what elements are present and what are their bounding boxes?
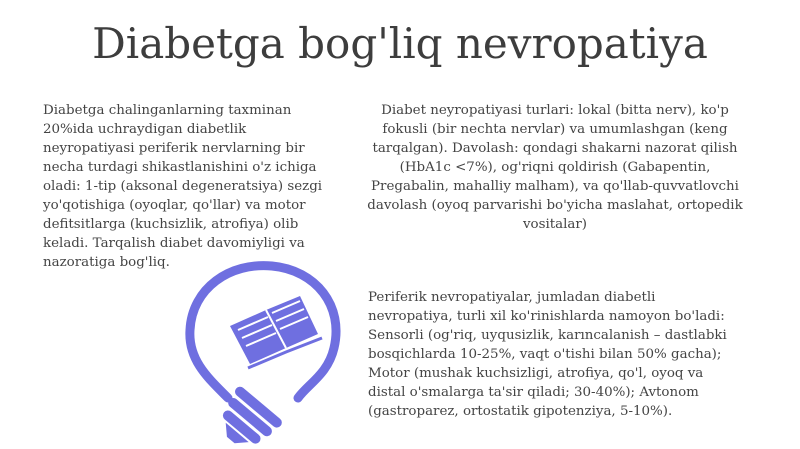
text-block-left: Diabetga chalinganlarning taxminan 20%ida uchraydigan diabetlik neyropatiyasi periferik nervlarning bir necha turdagi shikastlanishini o'z ichiga oladi: 1-tip (aksonal degeneratsiya) sezgi yo'qotishiga (oyoqlar, qo'llar) va motor defitsitlarga (kuchsizlik, atrofiya) olib keladi. Tarqalish diabet davomiyligi va nazoratiga bog'liq. — [43, 103, 323, 270]
page-title: Diabetga bog'liq nevropatiya — [92, 19, 708, 68]
text-block-bottom: Periferik nevropatiyalar, jumladan diabetli nevropatiya, turli xil ko'rinishlarda namoyon bo'ladi: Sensorli (og'riq, uyqusizlik, karıncalanish – dastlabki bosqichlarda 10-25%, vaqt o'tishi bilan 50% gacha); Motor (mushak kuchsizligi, atrofiya, qo'l, oyoq va distal o'smalarga ta'sir qiladi; 30-40%); Avtonom (gastroparez, ortostatik gipotenziya, 5-10%). — [368, 290, 727, 419]
text-block-right: Diabet neyropatiyasi turlari: lokal (bitta nerv), ko'p fokusli (bir nechta nervlar) va umumlashgan (keng tarqalgan). Davolash: qondagi shakarni nazorat qilish (HbA1c <7%), og'riqni qoldirish (Gabapentin, Pregabalin, mahalliy malham), va qo'llab-quvvatlovchi davolash (oyoq parvarishi bo'yicha maslahat, ortopedik vositalar) — [367, 103, 743, 232]
lightbulb-book-icon — [168, 248, 368, 448]
